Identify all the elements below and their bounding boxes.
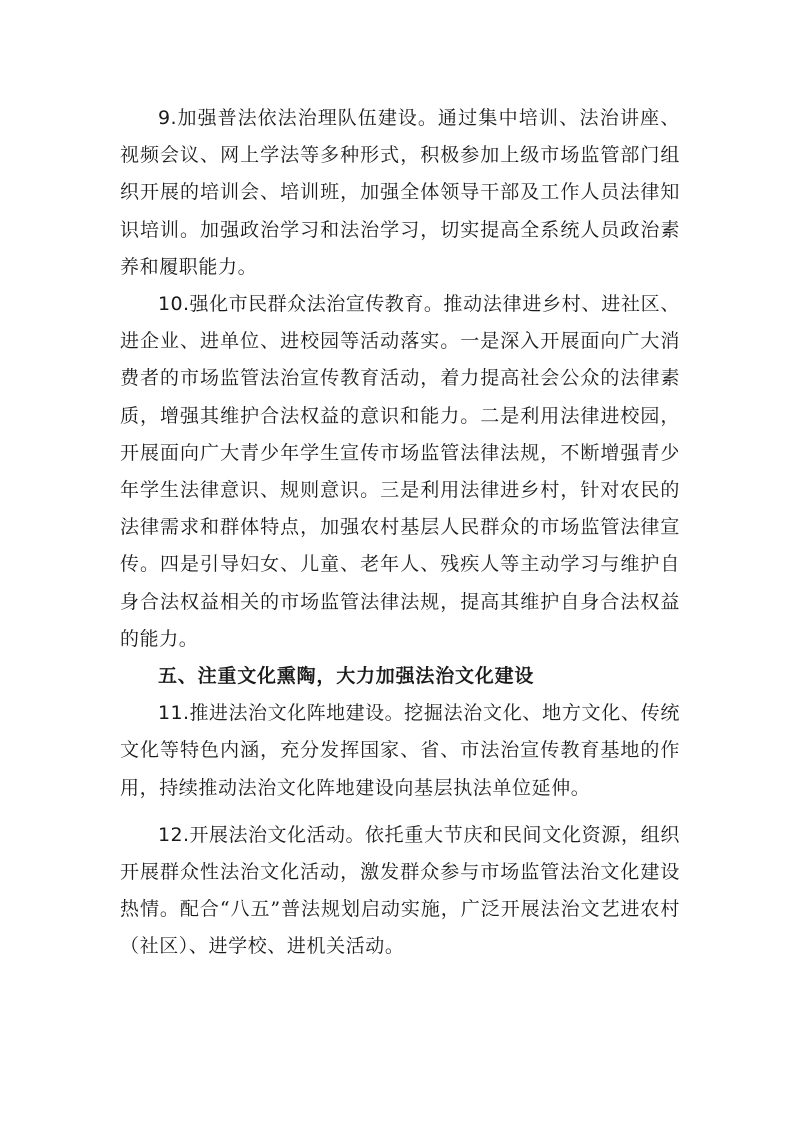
paragraph-10 [120,286,680,658]
paragraph-11-lead: 11.推进法治文化阵地建设。 [158,702,405,725]
paragraph-10-lead: 10.强化市民群众法治宣传教育。 [158,293,444,316]
paragraph-12-body: 依托重大节庆和民间文化资源，组织开展群众性法治文化活动，激发群众参与市场监管法治文化建设热情。配合“八五”普法规划启动实施，广泛开展法治文艺进农村（社区）、进学校、进机关活动。 [120,823,680,958]
paragraph-12 [120,817,680,966]
paragraph-11-body: 挖掘法治文化、地方文化、传统文化等特色内涵，充分发挥国家、省、市法治宣传教育基地的作用，持续推动法治文化阵地建设向基层执法单位延伸。 [120,702,680,799]
section-5-heading: 五、注重文化熏陶，大力加强法治文化建设 [158,665,535,688]
document-body [120,100,680,966]
paragraph-10-body: 推动法律进乡村、进社区、进企业、进单位、进校园等活动落实。一是深入开展面向广大消费者的市场监管法治宣传教育活动，着力提高社会公众的法律素质，增强其维护合法权益的意识和能力。二是利用法律进校园，开展面向广大青少年学生宣传市场监管法律法规，不断增强青少年学生法律意识、规则意识。三是利用法律进乡村，针对农民的法律需求和群体特点，加强农村基层人民群众的市场监管法律宣传。四是引导妇女、儿童、老年人、残疾人等主动学习与维护自身合法权益相关的市场监管法律法规，提高其维护自身合法权益的能力。 [120,293,681,650]
paragraph-9-body: 通过集中培训、法治讲座、视频会议、网上学法等多种形式，积极参加上级市场监管部门组织开展的培训会、培训班，加强全体领导干部及工作人员法律知识培训。加强政治学习和法治学习，切实提高全系统人员政治素养和履职能力。 [120,107,680,278]
paragraph-11 [120,695,680,807]
paragraph-12-lead: 12.开展法治文化活动。 [158,823,365,846]
paragraph-9 [120,100,680,286]
paragraph-9-lead: 9.加强普法依法治理队伍建设。 [158,107,438,129]
